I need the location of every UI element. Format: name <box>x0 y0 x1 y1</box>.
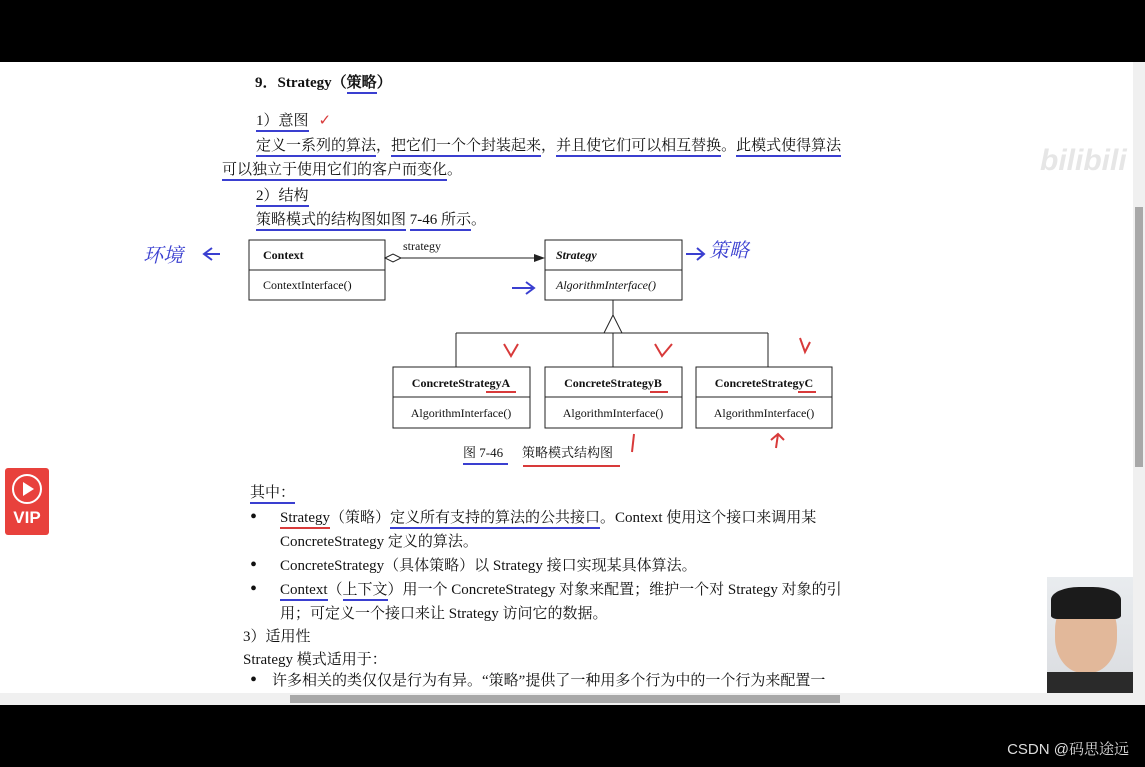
subheading-applicability: 3）适用性 <box>243 629 311 645</box>
intent-line-2: 可以独立于使用它们的客户而变化。 <box>222 161 462 179</box>
strategy-class-name: Strategy <box>556 248 597 262</box>
horizontal-scroll-thumb[interactable] <box>290 695 840 703</box>
applicability-intro: Strategy 模式适用于： <box>243 652 387 668</box>
vip-badge[interactable]: VIP <box>5 468 49 535</box>
annotation-mark <box>771 434 784 448</box>
bullet-dot: • <box>250 578 258 600</box>
horizontal-scrollbar[interactable] <box>0 693 1133 705</box>
subheading-structure: 2）结构 <box>256 187 309 205</box>
context-class-name: Context <box>263 248 304 262</box>
among-label: 其中： <box>250 484 295 502</box>
bullet-dot: • <box>250 669 258 691</box>
vertical-scrollbar[interactable] <box>1133 62 1145 705</box>
strategy-operation: AlgorithmInterface() <box>556 278 656 292</box>
csdn-watermark: CSDN @码思途远 <box>1007 741 1129 758</box>
vertical-scroll-thumb[interactable] <box>1135 207 1143 467</box>
bullet-strategy: Strategy（策略）定义所有支持的算法的公共接口。Context 使用这个接口来调用某 <box>280 509 816 527</box>
bullet-concrete-strategy: ConcreteStrategy（具体策略）以 Strategy 接口实现某具体算法。 <box>280 558 697 574</box>
handwritten-note-context: 环境 <box>143 243 183 267</box>
bilibili-watermark: bilibili <box>1040 144 1127 177</box>
association-arrow <box>534 254 545 262</box>
bullet-dot: • <box>250 554 258 576</box>
annotation-mark <box>504 344 518 356</box>
concrete-strategy-b-name: ConcreteStrategyB <box>564 376 662 390</box>
annotation-mark <box>204 248 220 260</box>
bullet-strategy-line2: ConcreteStrategy 定义的算法。 <box>280 534 478 550</box>
video-top-bar <box>0 0 1145 62</box>
annotation-mark <box>686 248 704 260</box>
structure-text: 策略模式的结构图如图 7-46 所示。 <box>256 211 486 229</box>
intent-line-1: 定义一系列的算法，把它们一个个封装起来，并且使它们可以相互替换。此模式使得算法 <box>256 137 841 155</box>
bullet-context: Context（上下文）用一个 ConcreteStrategy 对象来配置；维护一个对 Strategy 对象的引 <box>280 581 842 599</box>
section-heading: 9．Strategy（策略） <box>255 74 392 92</box>
handwritten-note-strategy: 策略 <box>709 238 749 262</box>
play-icon <box>12 474 42 504</box>
bullet-context-line2: 用；可定义一个接口来让 Strategy 访问它的数据。 <box>280 606 608 622</box>
context-operation: ContextInterface() <box>263 278 352 292</box>
concrete-strategy-b-op: AlgorithmInterface() <box>562 406 664 420</box>
figure-number: 图 7-46 <box>463 445 504 460</box>
aggregation-diamond <box>385 254 401 262</box>
concrete-strategy-a-op: AlgorithmInterface() <box>410 406 512 420</box>
annotation-mark <box>512 282 534 294</box>
applicability-cut-line: 许多相关的类仅仅是行为有异。“策略”提供了一种用多个行为中的一个行为来配置一 <box>272 673 826 689</box>
concrete-strategy-a-name: ConcreteStrategyA <box>411 376 511 390</box>
document-page <box>0 62 1133 693</box>
webcam-overlay <box>1047 577 1145 705</box>
annotation-mark <box>632 434 634 452</box>
inheritance-triangle <box>604 315 622 333</box>
annotation-mark <box>800 338 810 352</box>
annotation-mark <box>655 344 672 356</box>
bullet-dot: • <box>250 506 258 528</box>
concrete-strategy-c-op: AlgorithmInterface() <box>713 406 815 420</box>
presenter-hair <box>1051 587 1121 619</box>
subheading-intent: 1）意图 ✓ <box>256 112 331 130</box>
figure-caption: 策略模式结构图 <box>522 445 614 460</box>
strategy-uml-diagram <box>0 62 1133 482</box>
association-label: strategy <box>403 239 441 253</box>
concrete-strategy-c-name: ConcreteStrategyC <box>714 376 814 390</box>
video-bottom-bar <box>0 705 1145 767</box>
